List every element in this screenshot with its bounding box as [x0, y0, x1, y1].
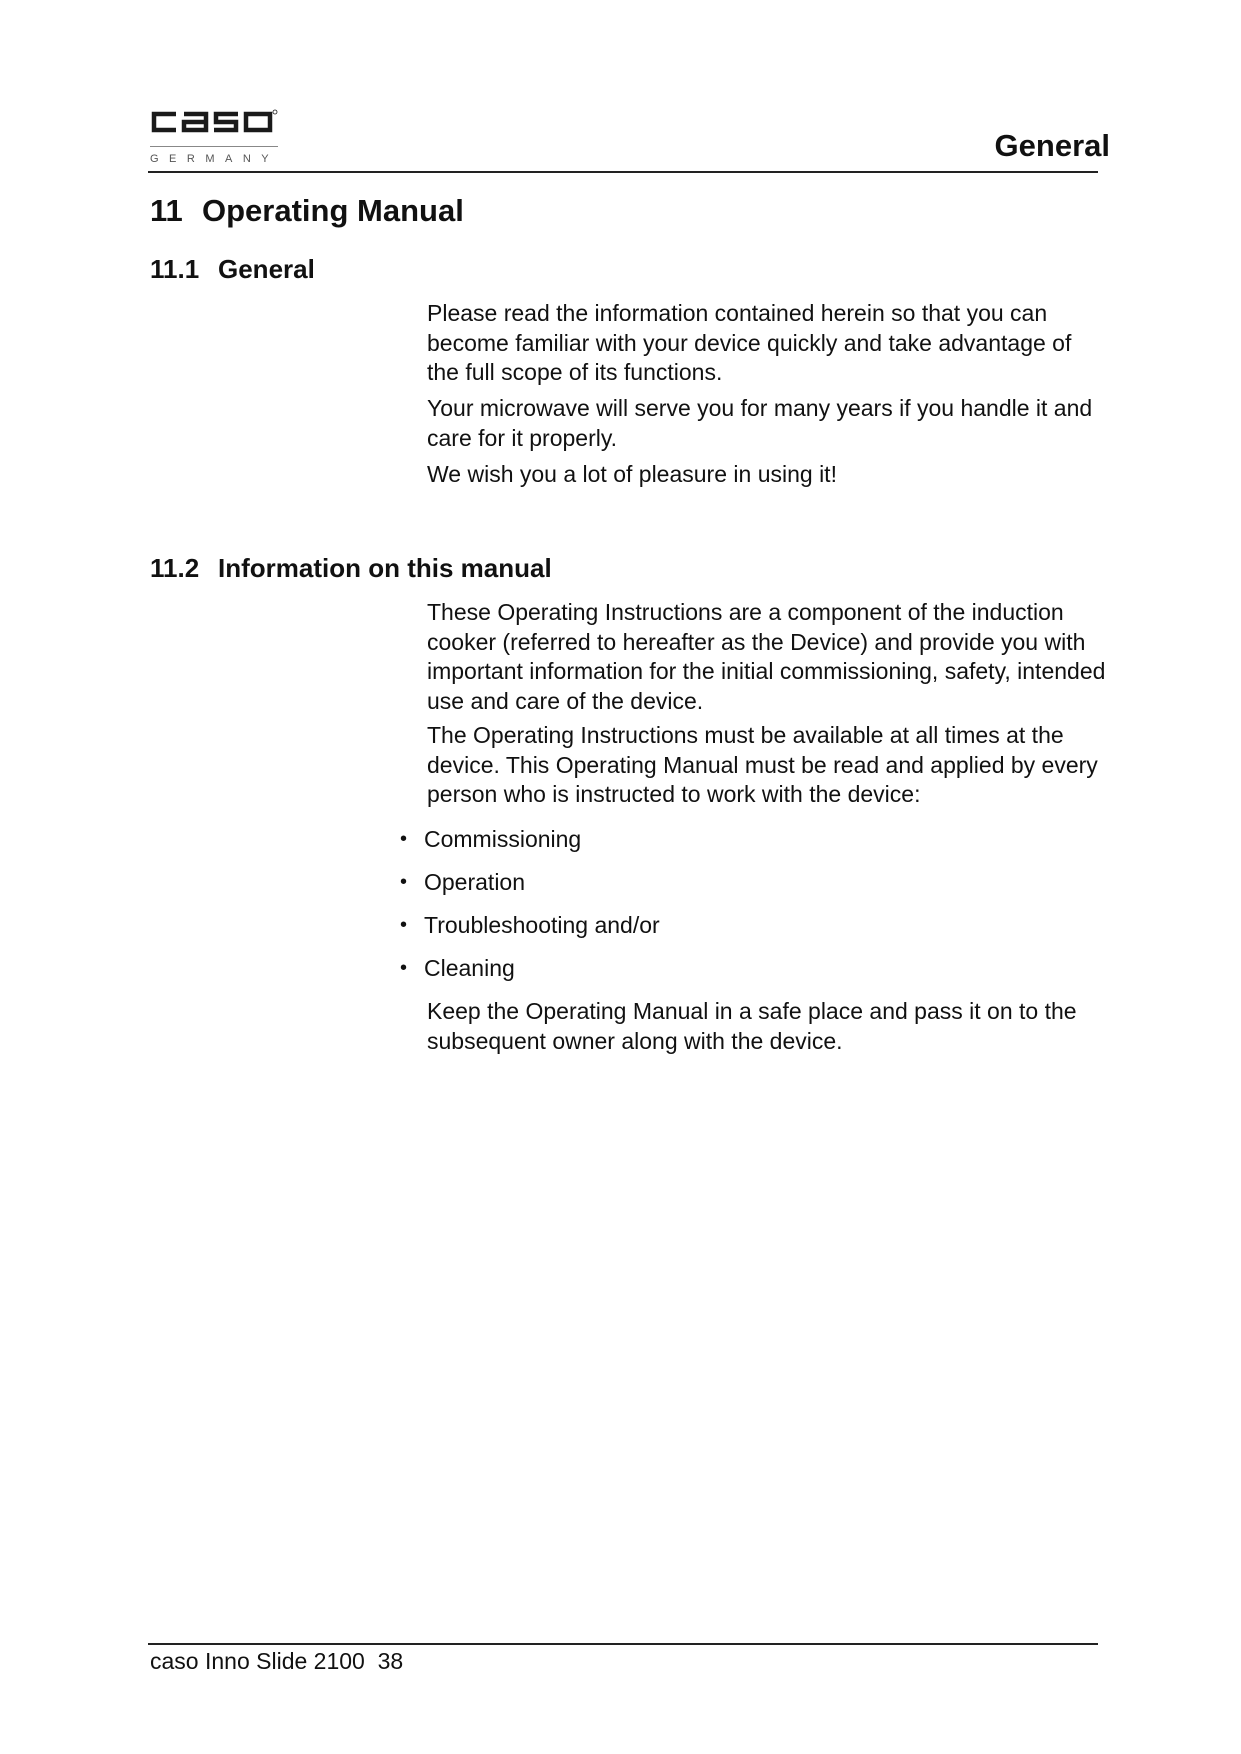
footer-product: caso Inno Slide 2100: [150, 1648, 365, 1674]
section-number: 11.1: [150, 254, 200, 284]
list-item: [400, 825, 660, 868]
list-item-label: Troubleshooting and/or: [424, 912, 660, 938]
logo-subtext: GERMANY: [150, 153, 280, 165]
paragraph: The Operating Instructions must be available at all times at the device. This Operating Manual must be read and applied by every person who is instructed to work with the device:: [427, 722, 1098, 807]
chapter-number: 11: [150, 193, 183, 228]
chapter-heading: [150, 193, 464, 229]
page-number: 38: [377, 1648, 404, 1674]
list-item-label: Commissioning: [424, 826, 582, 852]
bullet-icon: •: [400, 957, 408, 979]
paragraph: These Operating Instructions are a component of the induction cooker (referred to hereafter as the Device) and provide you with important information for the initial commissioning, safety, intended use and care of the device.: [427, 599, 1106, 714]
list-item: [400, 868, 660, 911]
list-item-label: Operation: [424, 869, 526, 895]
section-title: General: [218, 254, 315, 284]
paragraph: Your microwave will serve you for many years if you handle it and care for it properly.: [427, 395, 1093, 451]
paragraph: Keep the Operating Manual in a safe place and pass it on to the subsequent owner along with the device.: [427, 998, 1077, 1054]
bullet-icon: •: [400, 828, 408, 850]
page-footer: [150, 1648, 403, 1675]
section-title: Information on this manual: [218, 553, 552, 583]
section-heading-information: [150, 553, 552, 584]
running-head: General: [994, 128, 1110, 163]
caso-logo-mark: [148, 108, 278, 138]
bullet-icon: •: [400, 871, 408, 893]
section-number: 11.2: [150, 553, 200, 583]
section-heading-general: [150, 254, 315, 285]
list-item: [400, 954, 660, 997]
list-item-label: Cleaning: [424, 955, 515, 981]
header-rule: [148, 171, 1098, 173]
footer-rule: [148, 1643, 1098, 1645]
chapter-title: Operating Manual: [202, 193, 464, 228]
bullet-icon: •: [400, 914, 408, 936]
paragraph: Please read the information contained herein so that you can become familiar with your device quickly and take advantage of the full scope of its functions.: [427, 300, 1072, 385]
logo-underline: [150, 146, 278, 147]
paragraph: We wish you a lot of pleasure in using it!: [427, 461, 837, 487]
list-item: [400, 911, 660, 954]
bullet-list: [400, 825, 660, 997]
